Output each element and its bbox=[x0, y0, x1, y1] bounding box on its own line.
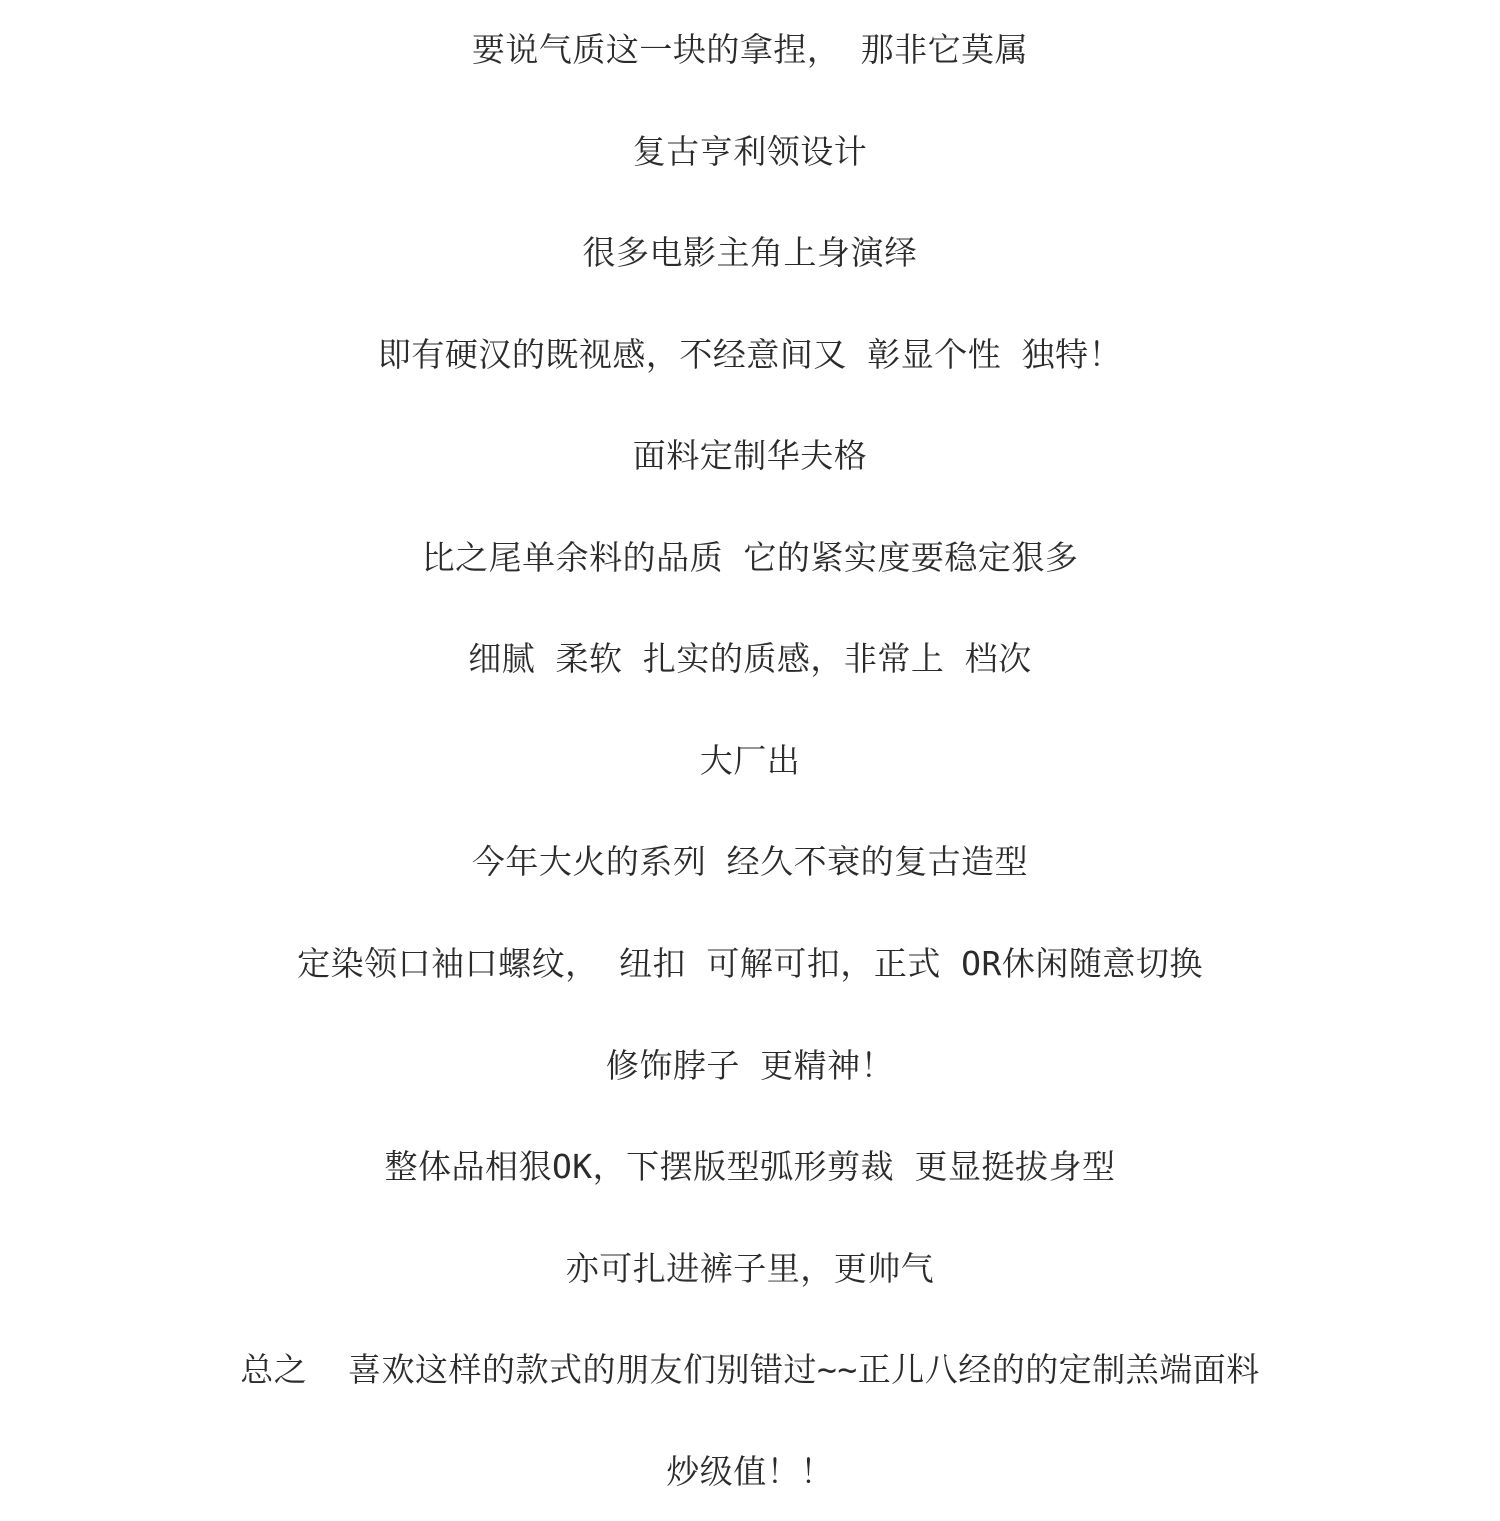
text-line: 炒级值！！ bbox=[666, 1452, 834, 1491]
text-line: 即有硬汉的既视感，不经意间又 彰显个性 独特！ bbox=[377, 335, 1123, 374]
text-line: 要说气质这一块的拿捏， 那非它莫属 bbox=[471, 30, 1029, 69]
text-line: 修饰脖子 更精神！ bbox=[605, 1046, 895, 1085]
text-line: 很多电影主角上身演绎 bbox=[582, 233, 918, 272]
text-line: 亦可扎进裤子里，更帅气 bbox=[565, 1249, 935, 1288]
text-line: 比之尾单余料的品质 它的紧实度要稳定狠多 bbox=[421, 538, 1079, 577]
text-line: 大厂出 bbox=[699, 741, 801, 780]
text-line: 今年大火的系列 经久不衰的复古造型 bbox=[471, 842, 1029, 881]
text-line: 整体品相狠OK，下摆版型弧形剪裁 更显挺拔身型 bbox=[384, 1147, 1116, 1186]
text-line: 定染领口袖口螺纹， 纽扣 可解可扣，正式 OR休闲随意切换 bbox=[297, 944, 1203, 983]
text-line: 总之 喜欢这样的款式的朋友们别错过~~正儿八经的的定制羔端面料 bbox=[240, 1350, 1260, 1389]
text-line: 复古亨利领设计 bbox=[632, 132, 868, 171]
text-line: 面料定制华夫格 bbox=[632, 436, 868, 475]
text-line: 细腻 柔软 扎实的质感，非常上 档次 bbox=[468, 639, 1032, 678]
